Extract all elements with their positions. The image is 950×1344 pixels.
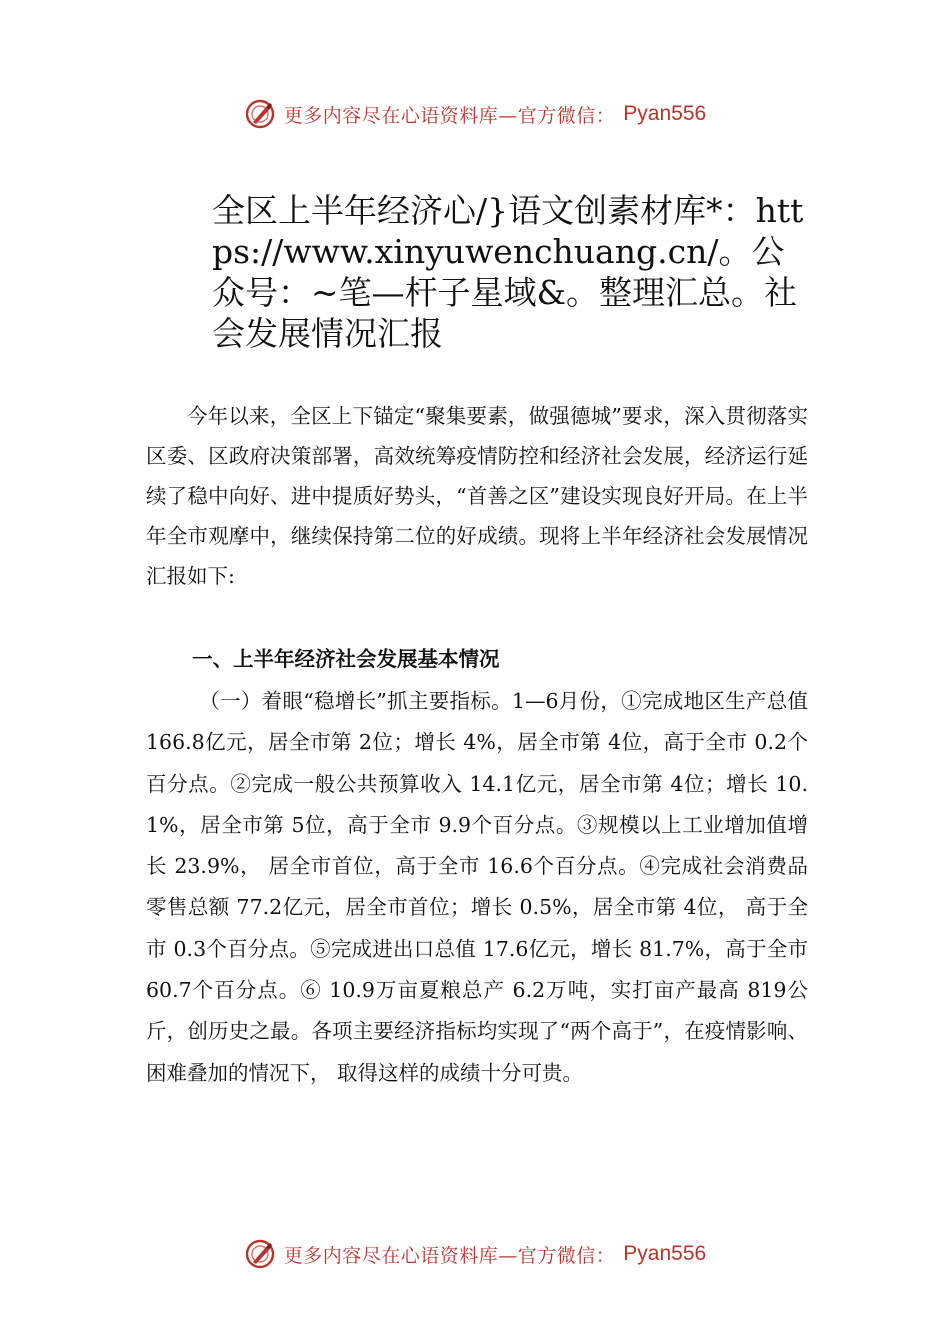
header-banner xyxy=(0,94,950,134)
wechat-handle: Pyan556 xyxy=(623,1242,707,1265)
footer-banner xyxy=(0,1234,950,1274)
detail-paragraph: （一）着眼“稳增长”抓主要指标。1—6月份，①完成地区生产总值 166.8亿元，居全市第 2位；增长 4%，居全市第 4位，高于全市 0.2个百分点。②完成一般公共预算收入 14.1亿元，居全市第 4位；增长 10.1%，居全市第 5位，高于全市 9.9个百分点。③规模以上工业增加值增长 23.9%， 居全市首位，高于全市 16.6个百分点。④完成社会消费品零售总额 77.2亿元，居全市首位；增长 0.5%，居全市第 4位， 高于全市 0.3个百分点。⑤完成进出口总值 17.6亿元，增长 81.7%，高于全市 60.7个百分点。⑥ 10.9万亩夏粮总产 6.2万吨，实打亩产最高 819公斤，创历史之最。各项主要经济指标均实现了“两个高于”，在疫情影响、困难叠加的情况下， 取得这样的成绩十分可贵。 xyxy=(146,689,808,1085)
banner-text: 更多内容尽在心语资料库—官方微信： xyxy=(283,1244,616,1267)
pen-nib-logo-icon xyxy=(244,1238,276,1270)
section-heading: 一、上半年经济社会发展基本情况 xyxy=(192,647,500,671)
intro-paragraph: 今年以来，全区上下锚定“聚集要素，做强德城”要求，深入贯彻落实区委、区政府决策部署，高效统筹疫情防控和经济社会发展，经济运行延续了稳中向好、进中提质好势头，“首善之区”建设实现良好开局。在上半年全市观摩中，继续保持第二位的好成绩。现将上半年经济社会发展情况汇报如下: xyxy=(146,404,808,588)
wechat-handle: Pyan556 xyxy=(623,102,707,125)
document-title: 全区上半年经济心/}语文创素材库*：https://www.xinyuwenchuang.cn/。公众号：~笔—杆子星域&。整理汇总。社会发展情况汇报 xyxy=(212,191,804,353)
pen-nib-logo-icon xyxy=(244,98,276,130)
banner-text: 更多内容尽在心语资料库—官方微信： xyxy=(283,104,616,127)
